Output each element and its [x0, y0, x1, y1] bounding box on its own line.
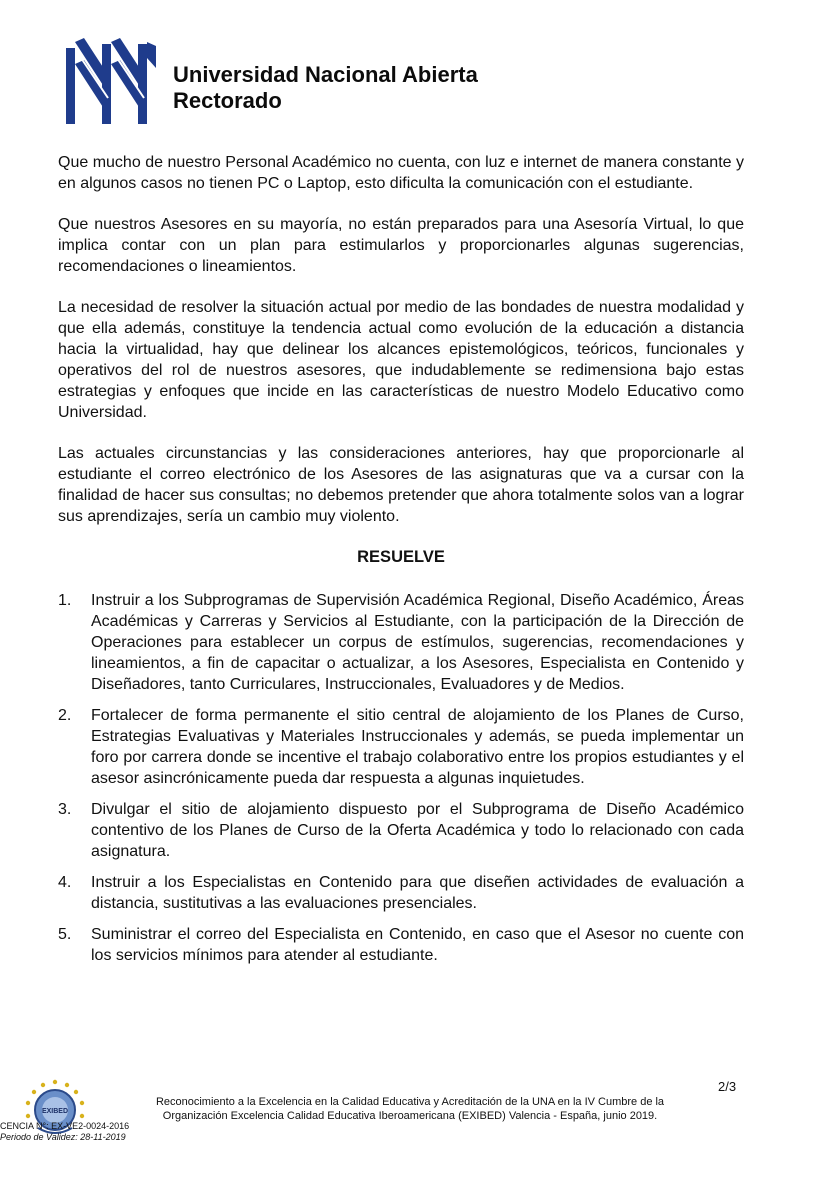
item-number: 1.	[58, 592, 72, 609]
item-number: 3.	[58, 801, 72, 818]
list-item	[58, 924, 744, 966]
document-header	[60, 36, 760, 136]
paragraph: Que mucho de nuestro Personal Académico no cuenta, con luz e internet de manera constante y en algunos casos no tienen PC o Laptop, esto dificulta la comunicación con el estudiante.	[58, 154, 744, 192]
section-heading-resuelve: RESUELVE	[357, 548, 445, 566]
document-body	[58, 152, 744, 976]
resolution-list	[58, 590, 744, 966]
item-text: Instruir a los Especialistas en Contenido para que diseñen actividades de evaluación a distancia, sustitutivas a las evaluaciones presenciales.	[91, 874, 744, 912]
institution-name: Universidad Nacional Abierta	[173, 62, 478, 87]
list-item	[58, 705, 744, 789]
paragraph: La necesidad de resolver la situación actual por medio de las bondades de nuestra modalidad y que ella además, constituye la tendencia actual como evolución de la educación a distancia hacia la virtualidad, hay que delinear los alcances epistemológicos, teóricos, funcionales y operativos del rol de nuestros asesores, que indudablemente se redimensiona bajo estas estrategias y enfoques que incide en las características de nuestro Modelo Educativo como Universidad.	[58, 299, 744, 421]
footer-note	[100, 1095, 720, 1123]
page-number: 2/3	[718, 1079, 737, 1094]
footer-note-line: Organización Excelencia Calidad Educativa Iberoamericana (EXIBED) Valencia - España, junio 2019.	[162, 1110, 658, 1122]
item-number: 4.	[58, 874, 72, 891]
paragraph: Que nuestros Asesores en su mayoría, no están preparados para una Asesoría Virtual, lo que implica contar con un plan para estimularlos y proporcionarles algunas sugerencias, recomendaciones o lineamientos.	[58, 216, 744, 275]
item-text: Suministrar el correo del Especialista en Contenido, en caso que el Asesor no cuente con los servicios mínimos para atender al estudiante.	[91, 926, 744, 964]
office-name: Rectorado	[173, 88, 282, 113]
footer-note-line: Reconocimiento a la Excelencia en la Calidad Educativa y Acreditación de la UNA en la IV Cumbre de la	[155, 1096, 665, 1108]
document-footer	[0, 1076, 820, 1200]
validity-period: Periodo de Validez: 28-11-2019	[0, 1132, 126, 1142]
item-text: Divulgar el sitio de alojamiento dispuesto por el Subprograma de Diseño Académico contentivo de los Planes de Curso de la Oferta Académica y todo lo relacionado con cada asignatura.	[91, 801, 744, 860]
item-number: 5.	[58, 926, 72, 943]
paragraph: Las actuales circunstancias y las consideraciones anteriores, hay que proporcionarle al estudiante el correo electrónico de los Asesores de las asignaturas que va a cursar con la finalidad de hacer sus consultas; no debemos pretender que ahora totalmente solos van a lograr sus aprendizajes, sería un cambio muy violento.	[58, 445, 744, 525]
item-text: Fortalecer de forma permanente el sitio central de alojamiento de los Planes de Curso, Estrategias Evaluativas y Materiales Instruccionales y además, se pueda implementar un foro por carrera donde se incentive el trabajo colaborativo entre los propios estudiantes y el asesor asincrónicamente pueda dar respuesta a algunas inquietudes.	[91, 707, 744, 787]
seal-text: EXIBED	[41, 1108, 69, 1115]
item-number: 2.	[58, 707, 72, 724]
list-item	[58, 799, 744, 862]
list-item	[58, 872, 744, 914]
institution-title	[173, 62, 478, 114]
list-item	[58, 590, 744, 695]
item-text: Instruir a los Subprogramas de Supervisión Académica Regional, Diseño Académico, Áreas Académicas y Carreras y Servicios al Estudiante, con la participación de la Dirección de Operaciones para establecer un corpus de estímulos, sugerencias, recomendaciones y lineamientos, a fin de capacitar o actualizar, a los Asesores, Especialista en Contenido y Diseñadores, tanto Curriculares, Instruccionales, Evaluadores y de Medios.	[91, 592, 744, 693]
una-logo-icon	[64, 38, 160, 130]
license-number: CENCIA N°: EX-VE2-0024-2016	[0, 1121, 130, 1131]
